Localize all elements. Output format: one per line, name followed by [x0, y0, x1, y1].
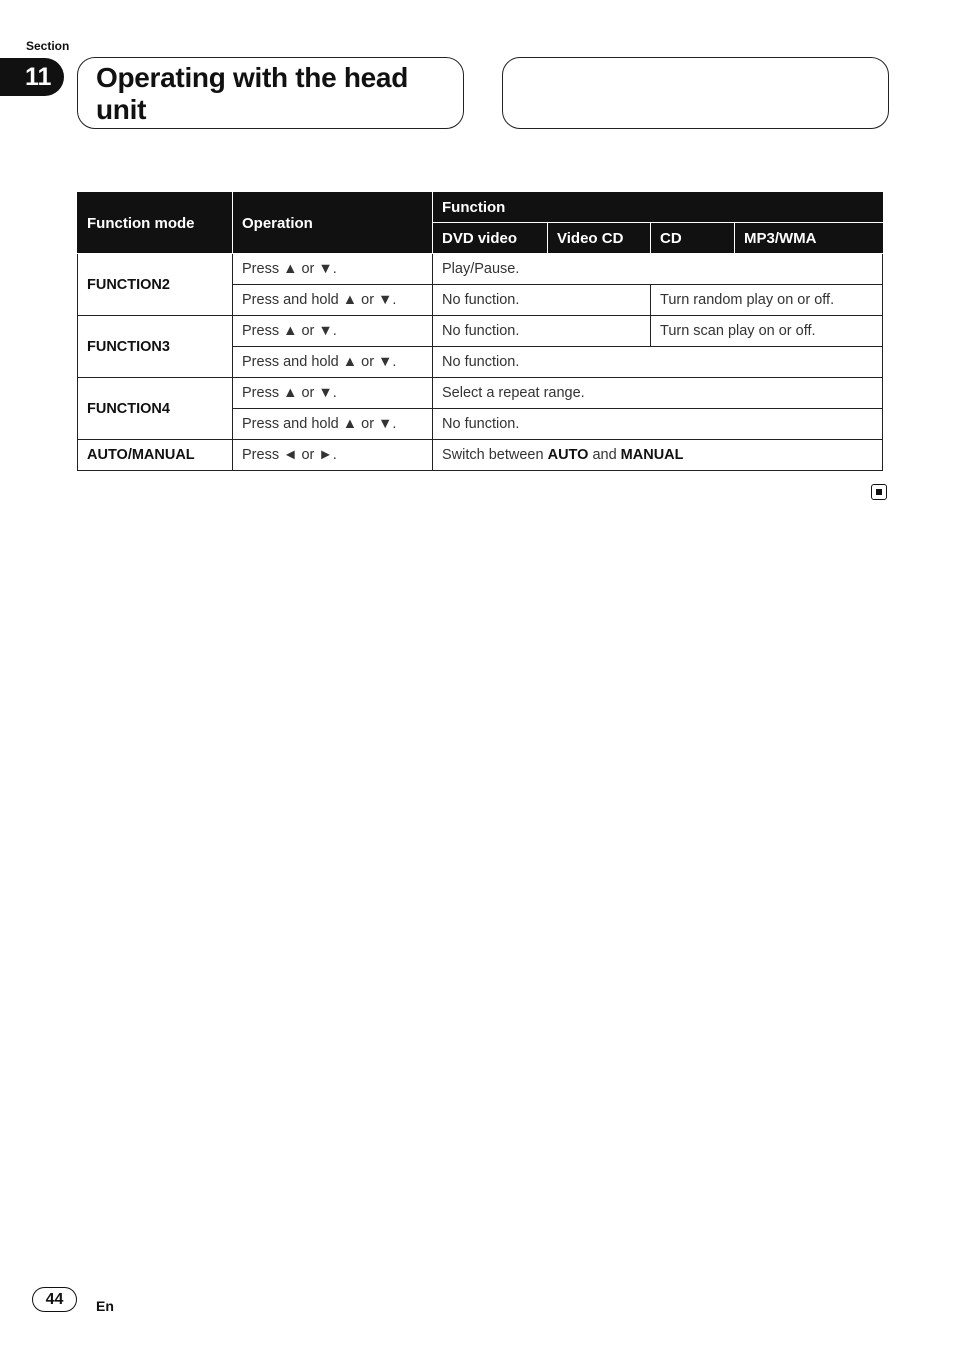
header-function: Function — [433, 193, 883, 223]
function-cell — [433, 440, 883, 471]
title-box — [77, 57, 464, 129]
header-mp3-wma: MP3/WMA — [735, 223, 883, 254]
function-cell: No function. — [433, 409, 883, 440]
operation-cell: Press ▲ or ▼. — [233, 378, 433, 409]
operation-cell: Press ▲ or ▼. — [233, 254, 433, 285]
mode-cell-function3: FUNCTION3 — [78, 316, 233, 378]
page-title: Operating with the head unit — [96, 62, 409, 125]
function-cell: Select a repeat range. — [433, 378, 883, 409]
section-label: Section — [26, 39, 70, 53]
section-number-badge: 11 — [0, 58, 64, 96]
table-row — [78, 440, 883, 471]
function-cell: Turn scan play on or off. — [651, 316, 883, 347]
table-row — [78, 254, 883, 285]
function-table — [77, 192, 883, 471]
function-text-prefix: Switch between — [442, 447, 548, 463]
function-cell: No function. — [433, 285, 651, 316]
mode-cell-function2: FUNCTION2 — [78, 254, 233, 316]
language-label: En — [96, 1298, 114, 1314]
operation-cell: Press and hold ▲ or ▼. — [233, 409, 433, 440]
function-cell: Play/Pause. — [433, 254, 883, 285]
function-cell: No function. — [433, 316, 651, 347]
function-cell: Turn random play on or off. — [651, 285, 883, 316]
end-mark-icon — [871, 484, 887, 500]
header-operation: Operation — [233, 193, 433, 254]
header-dvd-video: DVD video — [433, 223, 548, 254]
header-cd: CD — [651, 223, 735, 254]
empty-header-box — [502, 57, 889, 129]
function-cell: No function. — [433, 347, 883, 378]
table-row — [78, 378, 883, 409]
operation-cell: Press ▲ or ▼. — [233, 316, 433, 347]
header-video-cd: Video CD — [548, 223, 651, 254]
manual-keyword: MANUAL — [620, 447, 684, 463]
mode-cell-auto-manual: AUTO/MANUAL — [78, 440, 233, 471]
function-text-and: and — [588, 447, 621, 463]
operation-cell: Press and hold ▲ or ▼. — [233, 285, 433, 316]
page-number: 44 — [32, 1287, 77, 1312]
operation-cell: Press ◄ or ►. — [233, 440, 433, 471]
operation-cell: Press and hold ▲ or ▼. — [233, 347, 433, 378]
mode-cell-function4: FUNCTION4 — [78, 378, 233, 440]
auto-keyword: AUTO — [547, 447, 589, 463]
table-row — [78, 316, 883, 347]
header-function-mode: Function mode — [78, 193, 233, 254]
